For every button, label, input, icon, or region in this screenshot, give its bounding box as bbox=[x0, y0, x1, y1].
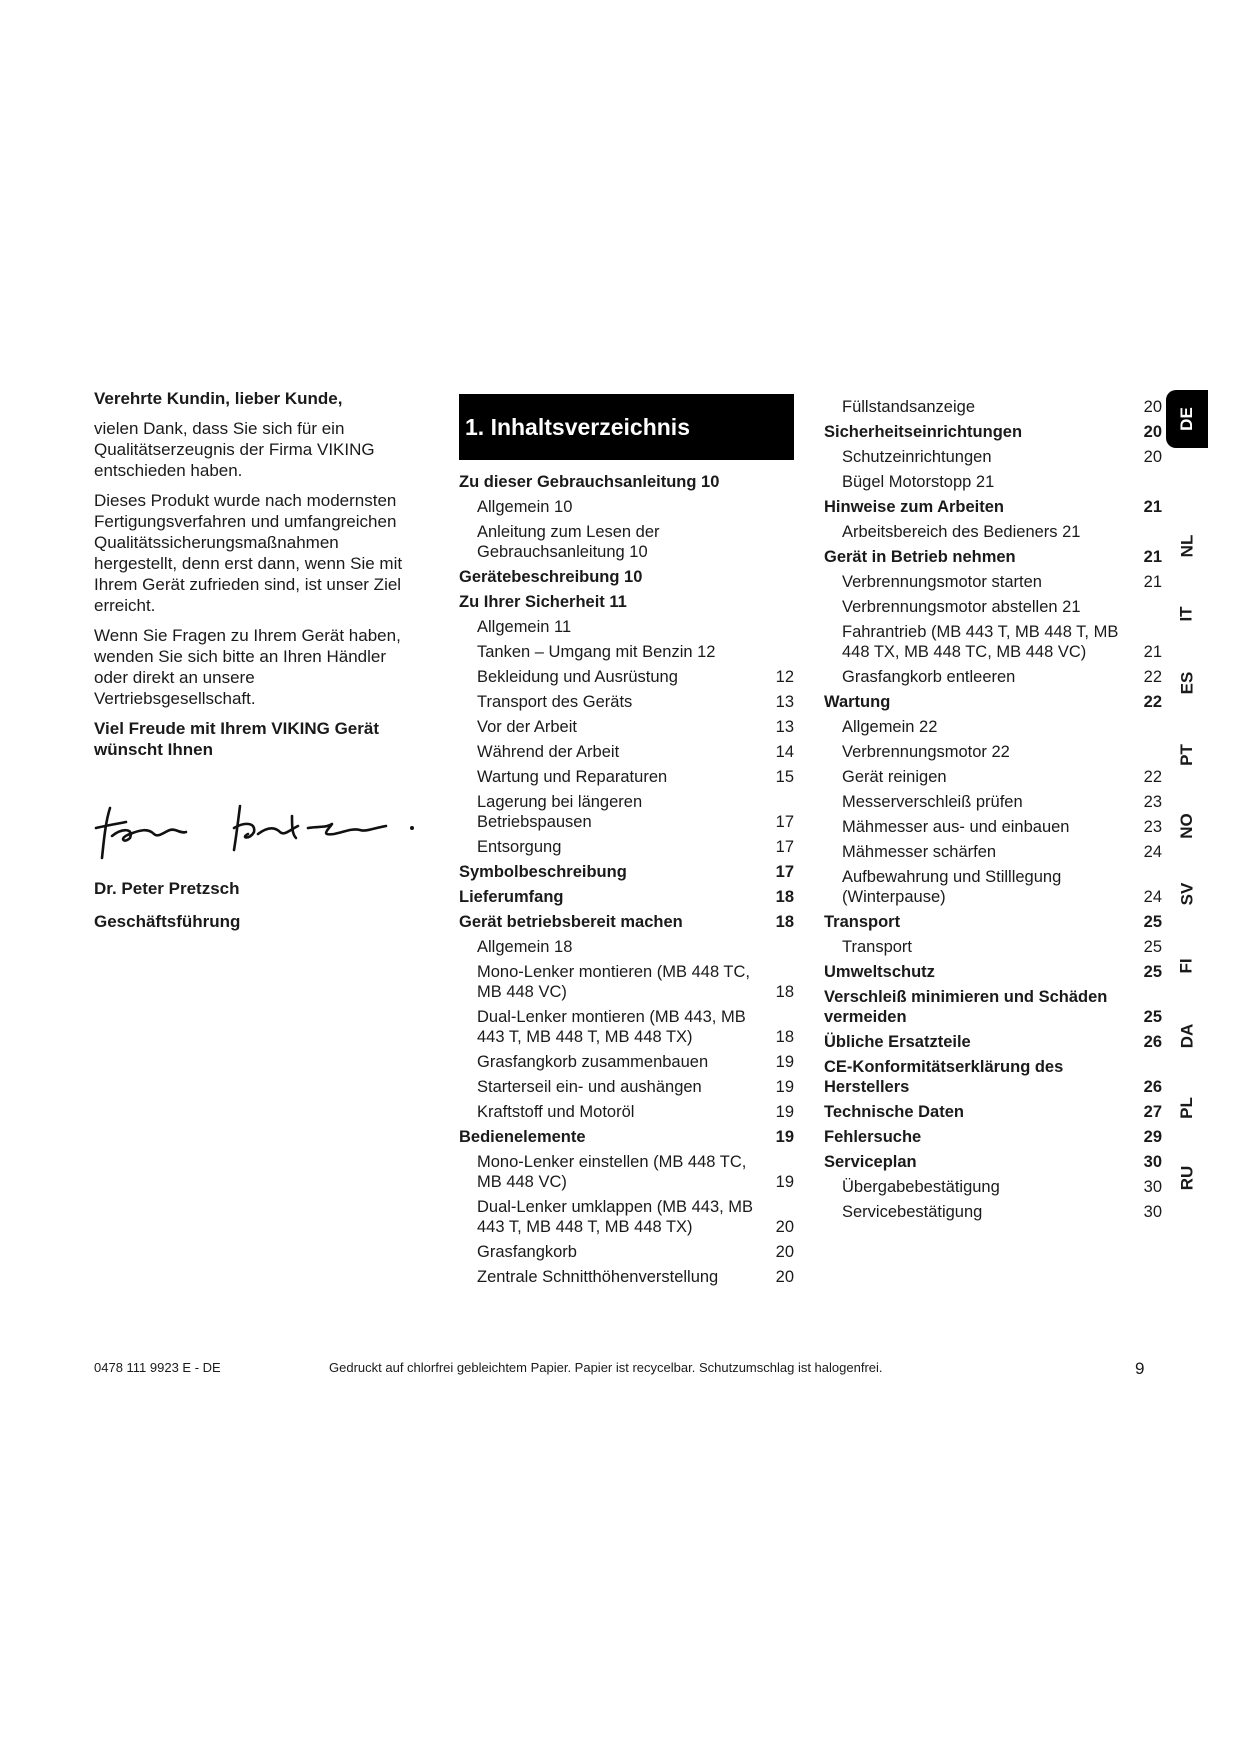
toc-entry-title: Mähmesser aus- und einbauen bbox=[842, 818, 1070, 836]
toc-entry-title: Bügel Motorstopp 21 bbox=[842, 473, 995, 491]
toc-entry-title: Lagerung bei längeren Betriebspausen bbox=[477, 793, 643, 831]
language-tab-label: ES bbox=[1177, 671, 1196, 695]
toc-entry-title: Gerätebeschreibung 10 bbox=[459, 568, 643, 586]
toc-entry-title: Dual-Lenker montieren (MB 443, MB 443 T, MB 448 T, MB 448 TX) bbox=[477, 1008, 746, 1046]
toc-entry-title: Fehlersuche bbox=[824, 1128, 922, 1146]
toc-entry-title: Schutzeinrichtungen bbox=[842, 448, 992, 466]
language-tab-ru[interactable] bbox=[1166, 1150, 1208, 1206]
toc-entry-title: Mono-Lenker montieren (MB 448 TC, MB 448 VC) bbox=[477, 963, 750, 1001]
toc-entry-title: Anleitung zum Lesen der Gebrauchsanleitung 10 bbox=[477, 523, 660, 561]
toc-entry-title: Allgemein 10 bbox=[477, 498, 573, 516]
toc-section-entry[interactable] bbox=[459, 1124, 794, 1149]
toc-section-entry[interactable] bbox=[459, 859, 794, 884]
toc-entry-page: 13 bbox=[775, 693, 794, 711]
toc-subsection-entry[interactable] bbox=[459, 739, 794, 764]
toc-subsection-entry[interactable] bbox=[824, 619, 1162, 664]
toc-entry-title: Mähmesser schärfen bbox=[842, 843, 997, 861]
toc-entry-title: Gerät in Betrieb nehmen bbox=[824, 548, 1016, 566]
toc-section-entry[interactable] bbox=[824, 1099, 1162, 1124]
toc-list bbox=[459, 469, 794, 1289]
toc-entry-page: 27 bbox=[1143, 1103, 1162, 1121]
toc-subsection-entry[interactable] bbox=[459, 494, 794, 519]
toc-subsection-entry[interactable] bbox=[824, 714, 1162, 739]
toc-section-entry[interactable] bbox=[459, 469, 794, 494]
toc-entry-title: Gerät betriebsbereit machen bbox=[459, 913, 683, 931]
toc-entry-title: Transport bbox=[842, 938, 912, 956]
language-tab-label: NO bbox=[1177, 813, 1196, 839]
toc-subsection-entry[interactable] bbox=[459, 689, 794, 714]
toc-entry-title: Transport des Geräts bbox=[477, 693, 633, 711]
toc-entry-page: 30 bbox=[1143, 1203, 1162, 1221]
toc-entry-page: 26 bbox=[1143, 1033, 1162, 1051]
toc-section-entry[interactable] bbox=[824, 1149, 1162, 1174]
toc-entry-title: Symbolbeschreibung bbox=[459, 863, 627, 881]
toc-entry-page: 26 bbox=[1143, 1078, 1162, 1096]
toc-subsection-entry[interactable] bbox=[824, 789, 1162, 814]
toc-subsection-entry[interactable] bbox=[824, 594, 1162, 619]
toc-entry-page: 19 bbox=[775, 1053, 794, 1071]
toc-subsection-entry[interactable] bbox=[459, 1149, 794, 1194]
toc-subsection-entry[interactable] bbox=[824, 469, 1162, 494]
toc-entry-page: 25 bbox=[1143, 963, 1162, 981]
toc-entry-page: 20 bbox=[775, 1268, 794, 1286]
toc-entry-title: Während der Arbeit bbox=[477, 743, 620, 761]
language-tab-it[interactable] bbox=[1166, 586, 1208, 642]
toc-entry-title: Lieferumfang bbox=[459, 888, 564, 906]
language-tab-nl[interactable] bbox=[1166, 518, 1208, 574]
toc-entry-title: Serviceplan bbox=[824, 1153, 917, 1171]
toc-entry-page: 20 bbox=[1143, 398, 1162, 416]
toc-entry-page: 29 bbox=[1143, 1128, 1162, 1146]
language-tab-label: NL bbox=[1176, 534, 1196, 558]
toc-subsection-entry[interactable] bbox=[824, 764, 1162, 789]
language-tab-fi[interactable] bbox=[1166, 938, 1208, 994]
language-tab-label: PT bbox=[1176, 744, 1196, 766]
toc-section-entry[interactable] bbox=[459, 909, 794, 934]
toc-section-entry[interactable] bbox=[824, 1054, 1162, 1099]
toc-entry-title: Hinweise zum Arbeiten bbox=[824, 498, 1005, 516]
toc-entry-title: Entsorgung bbox=[477, 838, 562, 856]
toc-section-entry[interactable] bbox=[459, 589, 794, 614]
toc-entry-title: Übliche Ersatzteile bbox=[824, 1033, 971, 1051]
toc-subsection-entry[interactable] bbox=[824, 814, 1162, 839]
language-tab-label: RU bbox=[1177, 1165, 1196, 1191]
toc-subsection-entry[interactable] bbox=[459, 934, 794, 959]
toc-entry-page: 23 bbox=[1143, 818, 1162, 836]
toc-entry-page: 25 bbox=[1143, 1008, 1162, 1026]
toc-subsection-entry[interactable] bbox=[824, 569, 1162, 594]
toc-subsection-entry[interactable] bbox=[459, 664, 794, 689]
toc-section-entry[interactable] bbox=[824, 419, 1162, 444]
language-tab-pt[interactable] bbox=[1166, 727, 1208, 783]
letter-closing: Viel Freude mit Ihrem VIKING Gerät wünscht Ihnen bbox=[94, 719, 379, 759]
toc-entry-title: Dual-Lenker umklappen (MB 443, MB 443 T, MB 448 T, MB 448 TX) bbox=[477, 1198, 754, 1236]
toc-subsection-entry[interactable] bbox=[824, 519, 1162, 544]
document-code: 0478 111 9923 E - DE bbox=[94, 1360, 221, 1375]
toc-list bbox=[824, 394, 1162, 1224]
toc-entry-title: Zu Ihrer Sicherheit 11 bbox=[459, 593, 627, 611]
toc-entry-page: 21 bbox=[1143, 548, 1162, 566]
toc-entry-page: 18 bbox=[775, 983, 794, 1001]
toc-entry-title: Grasfangkorb entleeren bbox=[842, 668, 1016, 686]
print-note: Gedruckt auf chlorfrei gebleichtem Papier. Papier ist recycelbar. Schutzumschlag ist halogenfrei. bbox=[329, 1360, 883, 1375]
toc-subsection-entry[interactable] bbox=[459, 519, 794, 564]
toc-entry-page: 20 bbox=[775, 1218, 794, 1236]
toc-entry-page: 21 bbox=[1143, 498, 1162, 516]
toc-entry-page: 19 bbox=[775, 1128, 794, 1146]
toc-entry-title: Messerverschleiß prüfen bbox=[842, 793, 1023, 811]
toc-subsection-entry[interactable] bbox=[824, 444, 1162, 469]
toc-entry-title: Arbeitsbereich des Bedieners 21 bbox=[842, 523, 1081, 541]
toc-entry-page: 18 bbox=[775, 1028, 794, 1046]
toc-entry-title: Gerät reinigen bbox=[842, 768, 947, 786]
toc-entry-title: Zu dieser Gebrauchsanleitung 10 bbox=[459, 473, 720, 491]
toc-entry-page: 17 bbox=[775, 863, 794, 881]
toc-section-entry[interactable] bbox=[824, 494, 1162, 519]
language-tab-label: IT bbox=[1176, 606, 1196, 622]
toc-entry-title: Sicherheitseinrichtungen bbox=[824, 423, 1023, 441]
toc-section-entry[interactable] bbox=[824, 689, 1162, 714]
toc-subsection-entry[interactable] bbox=[459, 789, 794, 834]
toc-subsection-entry[interactable] bbox=[459, 834, 794, 859]
language-tab-de[interactable] bbox=[1166, 390, 1208, 448]
language-tab-sv[interactable] bbox=[1166, 866, 1208, 922]
letter-paragraph: vielen Dank, dass Sie sich für ein Qualitätserzeugnis der Firma VIKING entschieden haben. bbox=[94, 419, 375, 480]
toc-subsection-entry[interactable] bbox=[459, 1004, 794, 1049]
toc-subsection-entry[interactable] bbox=[459, 1239, 794, 1264]
toc-entry-page: 21 bbox=[1143, 643, 1162, 661]
letter-paragraph: Dieses Produkt wurde nach modernsten Fertigungsverfahren und umfangreichen Qualitätssicherungsmaßnahmen hergestellt, denn erst dann, wenn Sie mit Ihrem Gerät zufrieden sind, ist unser Ziel erreicht. bbox=[94, 491, 403, 615]
toc-entry-title: Fahrantrieb (MB 443 T, MB 448 T, MB 448 TX, MB 448 TC, MB 448 VC) bbox=[842, 623, 1119, 661]
toc-entry-page: 13 bbox=[775, 718, 794, 736]
toc-section-entry[interactable] bbox=[824, 909, 1162, 934]
toc-subsection-entry[interactable] bbox=[824, 934, 1162, 959]
toc-subsection-entry[interactable] bbox=[824, 739, 1162, 764]
letter-paragraph: Wenn Sie Fragen zu Ihrem Gerät haben, wenden Sie sich bitte an Ihren Händler oder direkt an unsere Vertriebsgesellschaft. bbox=[94, 626, 401, 708]
welcome-letter bbox=[94, 388, 416, 932]
toc-entry-title: Allgemein 22 bbox=[842, 718, 938, 736]
toc-subsection-entry[interactable] bbox=[459, 639, 794, 664]
language-tab-es[interactable] bbox=[1166, 655, 1208, 711]
toc-entry-page: 20 bbox=[775, 1243, 794, 1261]
toc-entry-page: 25 bbox=[1143, 913, 1162, 931]
toc-entry-title: Verbrennungsmotor abstellen 21 bbox=[842, 598, 1081, 616]
toc-subsection-entry[interactable] bbox=[459, 1099, 794, 1124]
toc-entry-title: Allgemein 18 bbox=[477, 938, 573, 956]
toc-subsection-entry[interactable] bbox=[459, 1194, 794, 1239]
toc-entry-title: Servicebestätigung bbox=[842, 1203, 983, 1221]
toc-entry-page: 30 bbox=[1143, 1153, 1162, 1171]
signer-name: Dr. Peter Pretzsch bbox=[94, 879, 240, 898]
toc-subsection-entry[interactable] bbox=[459, 1074, 794, 1099]
toc-entry-page: 19 bbox=[775, 1173, 794, 1191]
toc-entry-title: Vor der Arbeit bbox=[477, 718, 577, 736]
toc-subsection-entry[interactable] bbox=[459, 1049, 794, 1074]
toc-entry-page: 24 bbox=[1143, 843, 1162, 861]
toc-entry-title: CE-Konformitätserklärung des Herstellers bbox=[824, 1058, 1064, 1096]
toc-entry-page: 17 bbox=[775, 838, 794, 856]
toc-entry-title: Füllstandsanzeige bbox=[842, 398, 975, 416]
toc-entry-title: Verbrennungsmotor starten bbox=[842, 573, 1042, 591]
toc-section-entry[interactable] bbox=[459, 884, 794, 909]
signer-role: Geschäftsführung bbox=[94, 912, 241, 931]
toc-entry-page: 25 bbox=[1143, 938, 1162, 956]
toc-entry-title: Wartung bbox=[824, 693, 891, 711]
toc-entry-page: 22 bbox=[1143, 668, 1162, 686]
toc-entry-title: Zentrale Schnitthöhenverstellung bbox=[477, 1268, 719, 1286]
toc-entry-page: 21 bbox=[1143, 573, 1162, 591]
toc-title: 1. Inhaltsverzeichnis bbox=[459, 394, 794, 460]
toc-entry-page: 15 bbox=[775, 768, 794, 786]
toc-entry-page: 30 bbox=[1143, 1178, 1162, 1196]
toc-entry-page: 17 bbox=[775, 813, 794, 831]
language-tab-label: DA bbox=[1177, 1023, 1196, 1049]
toc-entry-title: Verschleiß minimieren und Schäden vermeiden bbox=[824, 988, 1108, 1026]
toc-subsection-entry[interactable] bbox=[824, 864, 1162, 909]
toc-subsection-entry[interactable] bbox=[459, 714, 794, 739]
language-tab-no[interactable] bbox=[1166, 798, 1208, 854]
toc-entry-title: Wartung und Reparaturen bbox=[477, 768, 668, 786]
language-tab-da[interactable] bbox=[1166, 1008, 1208, 1064]
toc-entry-title: Allgemein 11 bbox=[477, 618, 572, 636]
toc-entry-title: Kraftstoff und Motoröl bbox=[477, 1103, 635, 1121]
toc-section-entry[interactable] bbox=[824, 1029, 1162, 1054]
toc-entry-page: 12 bbox=[775, 668, 794, 686]
toc-entry-title: Grasfangkorb bbox=[477, 1243, 577, 1261]
toc-entry-page: 20 bbox=[1143, 423, 1162, 441]
toc-section-entry[interactable] bbox=[459, 564, 794, 589]
letter-greeting: Verehrte Kundin, lieber Kunde, bbox=[94, 389, 343, 408]
toc-entry-title: Grasfangkorb zusammenbauen bbox=[477, 1053, 709, 1071]
toc-entry-page: 19 bbox=[775, 1103, 794, 1121]
language-tab-label: FI bbox=[1176, 958, 1196, 974]
toc-column-2 bbox=[824, 394, 1162, 1224]
toc-entry-page: 14 bbox=[775, 743, 794, 761]
toc-entry-title: Technische Daten bbox=[824, 1103, 964, 1121]
page-number: 9 bbox=[1135, 1359, 1145, 1378]
language-tab-label: DE bbox=[1177, 407, 1196, 431]
toc-entry-title: Mono-Lenker einstellen (MB 448 TC, MB 448 VC) bbox=[477, 1153, 747, 1191]
language-tab-label: PL bbox=[1176, 1097, 1196, 1119]
toc-entry-page: 24 bbox=[1143, 888, 1162, 906]
toc-section-entry[interactable] bbox=[824, 959, 1162, 984]
toc-column-1 bbox=[459, 394, 794, 1289]
toc-subsection-entry[interactable] bbox=[459, 614, 794, 639]
toc-entry-page: 22 bbox=[1143, 693, 1162, 711]
toc-entry-title: Starterseil ein- und aushängen bbox=[477, 1078, 702, 1096]
toc-entry-page: 18 bbox=[775, 913, 794, 931]
toc-entry-page: 22 bbox=[1143, 768, 1162, 786]
toc-section-entry[interactable] bbox=[824, 984, 1162, 1029]
toc-entry-page: 23 bbox=[1143, 793, 1162, 811]
toc-subsection-entry[interactable] bbox=[459, 959, 794, 1004]
toc-entry-title: Tanken – Umgang mit Benzin 12 bbox=[477, 643, 716, 661]
toc-subsection-entry[interactable] bbox=[824, 839, 1162, 864]
toc-entry-title: Transport bbox=[824, 913, 901, 931]
toc-entry-title: Umweltschutz bbox=[824, 963, 935, 981]
toc-entry-title: Übergabebestätigung bbox=[842, 1178, 1000, 1196]
toc-section-entry[interactable] bbox=[824, 1124, 1162, 1149]
signature-image bbox=[94, 798, 424, 864]
toc-entry-title: Bekleidung und Ausrüstung bbox=[477, 668, 678, 686]
toc-section-entry[interactable] bbox=[824, 544, 1162, 569]
toc-subsection-entry[interactable] bbox=[824, 664, 1162, 689]
toc-subsection-entry[interactable] bbox=[459, 1264, 794, 1289]
toc-subsection-entry[interactable] bbox=[824, 1199, 1162, 1224]
toc-entry-page: 19 bbox=[775, 1078, 794, 1096]
toc-entry-page: 18 bbox=[775, 888, 794, 906]
toc-entry-title: Verbrennungsmotor 22 bbox=[842, 743, 1010, 761]
toc-subsection-entry[interactable] bbox=[824, 394, 1162, 419]
toc-entry-title: Aufbewahrung und Stilllegung (Winterpause) bbox=[842, 868, 1062, 906]
toc-entry-title: Bedienelemente bbox=[459, 1128, 586, 1146]
toc-entry-page: 20 bbox=[1143, 448, 1162, 466]
language-tab-label: SV bbox=[1177, 882, 1196, 906]
toc-subsection-entry[interactable] bbox=[459, 764, 794, 789]
toc-subsection-entry[interactable] bbox=[824, 1174, 1162, 1199]
language-tab-pl[interactable] bbox=[1166, 1080, 1208, 1136]
